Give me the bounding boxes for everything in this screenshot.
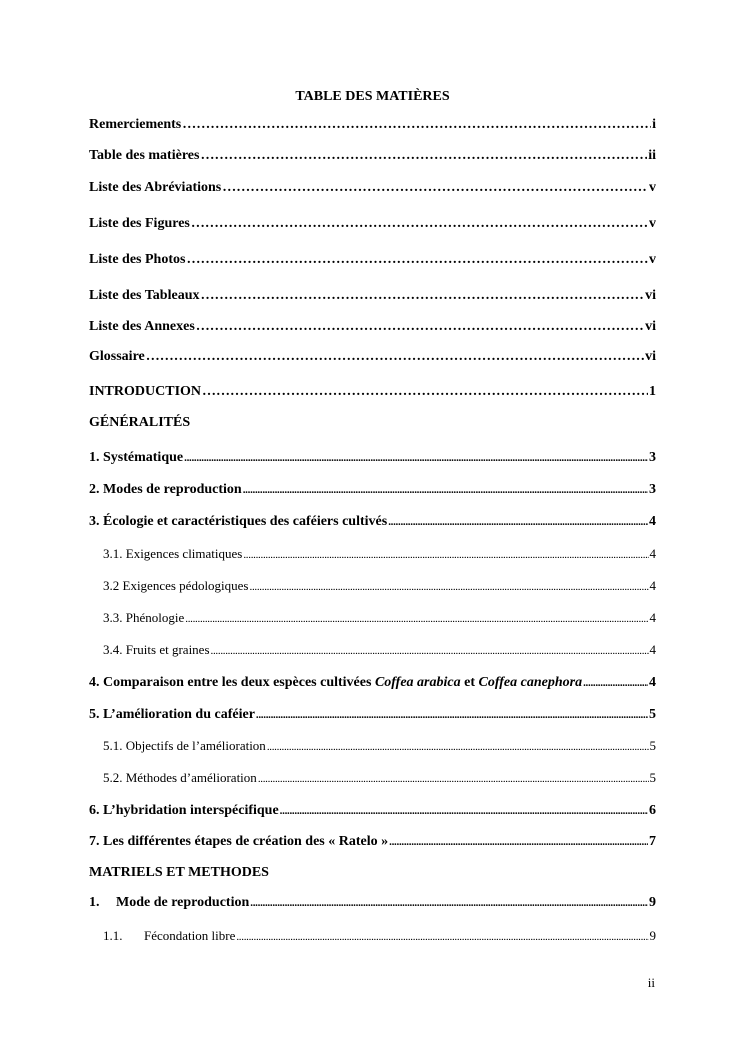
toc-entry-label: Table des matières [89, 148, 200, 163]
toc-entry[interactable] [89, 513, 656, 531]
toc-subentry[interactable] [103, 609, 656, 628]
dot-leader [267, 737, 649, 756]
toc-entry-label: Remerciements [89, 117, 182, 132]
toc-entry-number: 1. [89, 895, 100, 910]
toc-entry[interactable] [89, 251, 656, 269]
dot-leader [182, 116, 651, 134]
toc-entry-number: 1.1. [103, 928, 123, 943]
section-heading: MATRIELS ET METHODES [89, 865, 269, 880]
toc-entry-label: 3.4. Fruits et graines [103, 642, 210, 657]
toc-entry[interactable] [89, 481, 656, 499]
dot-leader [389, 833, 648, 851]
dot-leader [280, 802, 648, 820]
toc-entry-page: 9 [649, 928, 656, 943]
toc-entry-page: ii [648, 148, 656, 163]
toc-entry-text: Fécondation libre [144, 928, 236, 943]
toc-entry[interactable] [89, 215, 656, 233]
toc-entry-label: 3.2 Exigences pédologiques [103, 578, 249, 593]
dot-leader [256, 706, 648, 724]
toc-subentry[interactable] [103, 737, 656, 756]
toc-entry-label: 3.3. Phénologie [103, 610, 185, 625]
dot-leader [243, 481, 648, 499]
toc-entry-label: Liste des Photos [89, 252, 186, 267]
toc-entry-page: 4 [649, 642, 656, 657]
toc-entry[interactable] [89, 802, 656, 820]
toc-entry-page: 5 [649, 738, 656, 753]
dot-leader [222, 179, 648, 197]
toc-subentry[interactable] [103, 769, 656, 788]
toc-entry-label: 7. Les différentes étapes de création des « Ratelo » [89, 834, 389, 849]
dot-leader [200, 147, 647, 165]
dot-leader [250, 894, 648, 912]
toc-entry[interactable] [89, 116, 656, 134]
toc-entry-page: 5 [649, 770, 656, 785]
toc-entry-label: 1. Systématique [89, 450, 184, 465]
toc-entry-page: 5 [649, 707, 656, 722]
toc-entry[interactable] [89, 449, 656, 467]
toc-entry-page: 4 [649, 546, 656, 561]
page-title: TABLE DES MATIÈRES [295, 89, 450, 104]
species-name: Coffea arabica [374, 675, 461, 690]
toc-entry-label [89, 674, 582, 692]
toc-entry[interactable] [89, 147, 656, 165]
toc-entry[interactable] [89, 674, 656, 692]
toc-entry-page: 3 [649, 482, 656, 497]
dot-leader [196, 318, 644, 336]
dot-leader [146, 348, 644, 366]
toc-entry-page: 7 [649, 834, 656, 849]
toc-entry[interactable] [89, 179, 656, 197]
toc-subentry[interactable] [103, 577, 656, 596]
toc-entry-label: Liste des Annexes [89, 319, 195, 334]
label-connector: et [460, 675, 479, 690]
section-heading: GÉNÉRALITÉS [89, 415, 191, 430]
toc-entry-label: Glossaire [89, 349, 145, 364]
toc-entry-page: 3 [649, 450, 656, 465]
toc-subentry[interactable] [103, 545, 656, 564]
dot-leader [258, 769, 649, 788]
toc-entry-page: v [649, 180, 656, 195]
dot-leader [211, 641, 649, 660]
page-number: ii [647, 975, 655, 990]
toc-entry-page: 1 [649, 384, 656, 399]
toc-entry-label: 5.2. Méthodes d’amélioration [103, 770, 257, 785]
toc-entry-page: 4 [649, 610, 656, 625]
toc-entry-label: Liste des Abréviations [89, 180, 222, 195]
toc-entry-page: i [652, 117, 656, 132]
toc-entry-label [103, 927, 235, 945]
toc-entry-label: Liste des Figures [89, 216, 190, 231]
toc-entry-label: 3. Écologie et caractéristiques des caféiers cultivés [89, 514, 388, 529]
toc-entry[interactable] [89, 706, 656, 724]
label-prefix: 4. Comparaison entre les deux espèces cultivées [89, 675, 375, 690]
dot-leader [583, 674, 648, 692]
dot-leader [243, 545, 648, 564]
toc-entry-page: vi [645, 349, 656, 364]
dot-leader [388, 513, 648, 531]
toc-entry-label: 5. L’amélioration du caféier [89, 707, 255, 722]
toc-entry-page: 4 [649, 578, 656, 593]
toc-entry[interactable] [89, 287, 656, 305]
species-name: Coffea canephora [478, 675, 583, 690]
dot-leader [236, 927, 648, 946]
toc-entry-page: vi [645, 288, 656, 303]
toc-entry-label: 2. Modes de reproduction [89, 482, 242, 497]
toc-subentry[interactable] [103, 641, 656, 660]
toc-entry[interactable] [89, 348, 656, 366]
toc-entry-label [89, 894, 249, 912]
toc-entry-label: 6. L’hybridation interspécifique [89, 803, 279, 818]
dot-leader [202, 383, 648, 401]
toc-entry[interactable] [89, 383, 656, 401]
dot-leader [200, 287, 644, 305]
dot-leader [191, 215, 648, 233]
toc-entry-page: 6 [649, 803, 656, 818]
toc-entry-page: 9 [649, 895, 656, 910]
toc-entry-page: 4 [649, 514, 656, 529]
toc-entry[interactable] [89, 894, 656, 912]
toc-entry-page: vi [645, 319, 656, 334]
toc-entry-label: 5.1. Objectifs de l’amélioration [103, 738, 266, 753]
toc-entry-page: 4 [649, 675, 656, 690]
toc-entry[interactable] [89, 833, 656, 851]
toc-entry-label: INTRODUCTION [89, 384, 202, 399]
toc-entry[interactable] [89, 318, 656, 336]
toc-entry-text: Mode de reproduction [116, 895, 250, 910]
dot-leader [185, 609, 648, 628]
dot-leader [250, 577, 649, 596]
toc-entry-label: 3.1. Exigences climatiques [103, 546, 243, 561]
toc-entry-page: v [649, 216, 656, 231]
toc-subentry[interactable] [103, 927, 656, 946]
dot-leader [184, 449, 648, 467]
toc-entry-page: v [649, 252, 656, 267]
toc-entry-label: Liste des Tableaux [89, 288, 200, 303]
dot-leader [186, 251, 648, 269]
